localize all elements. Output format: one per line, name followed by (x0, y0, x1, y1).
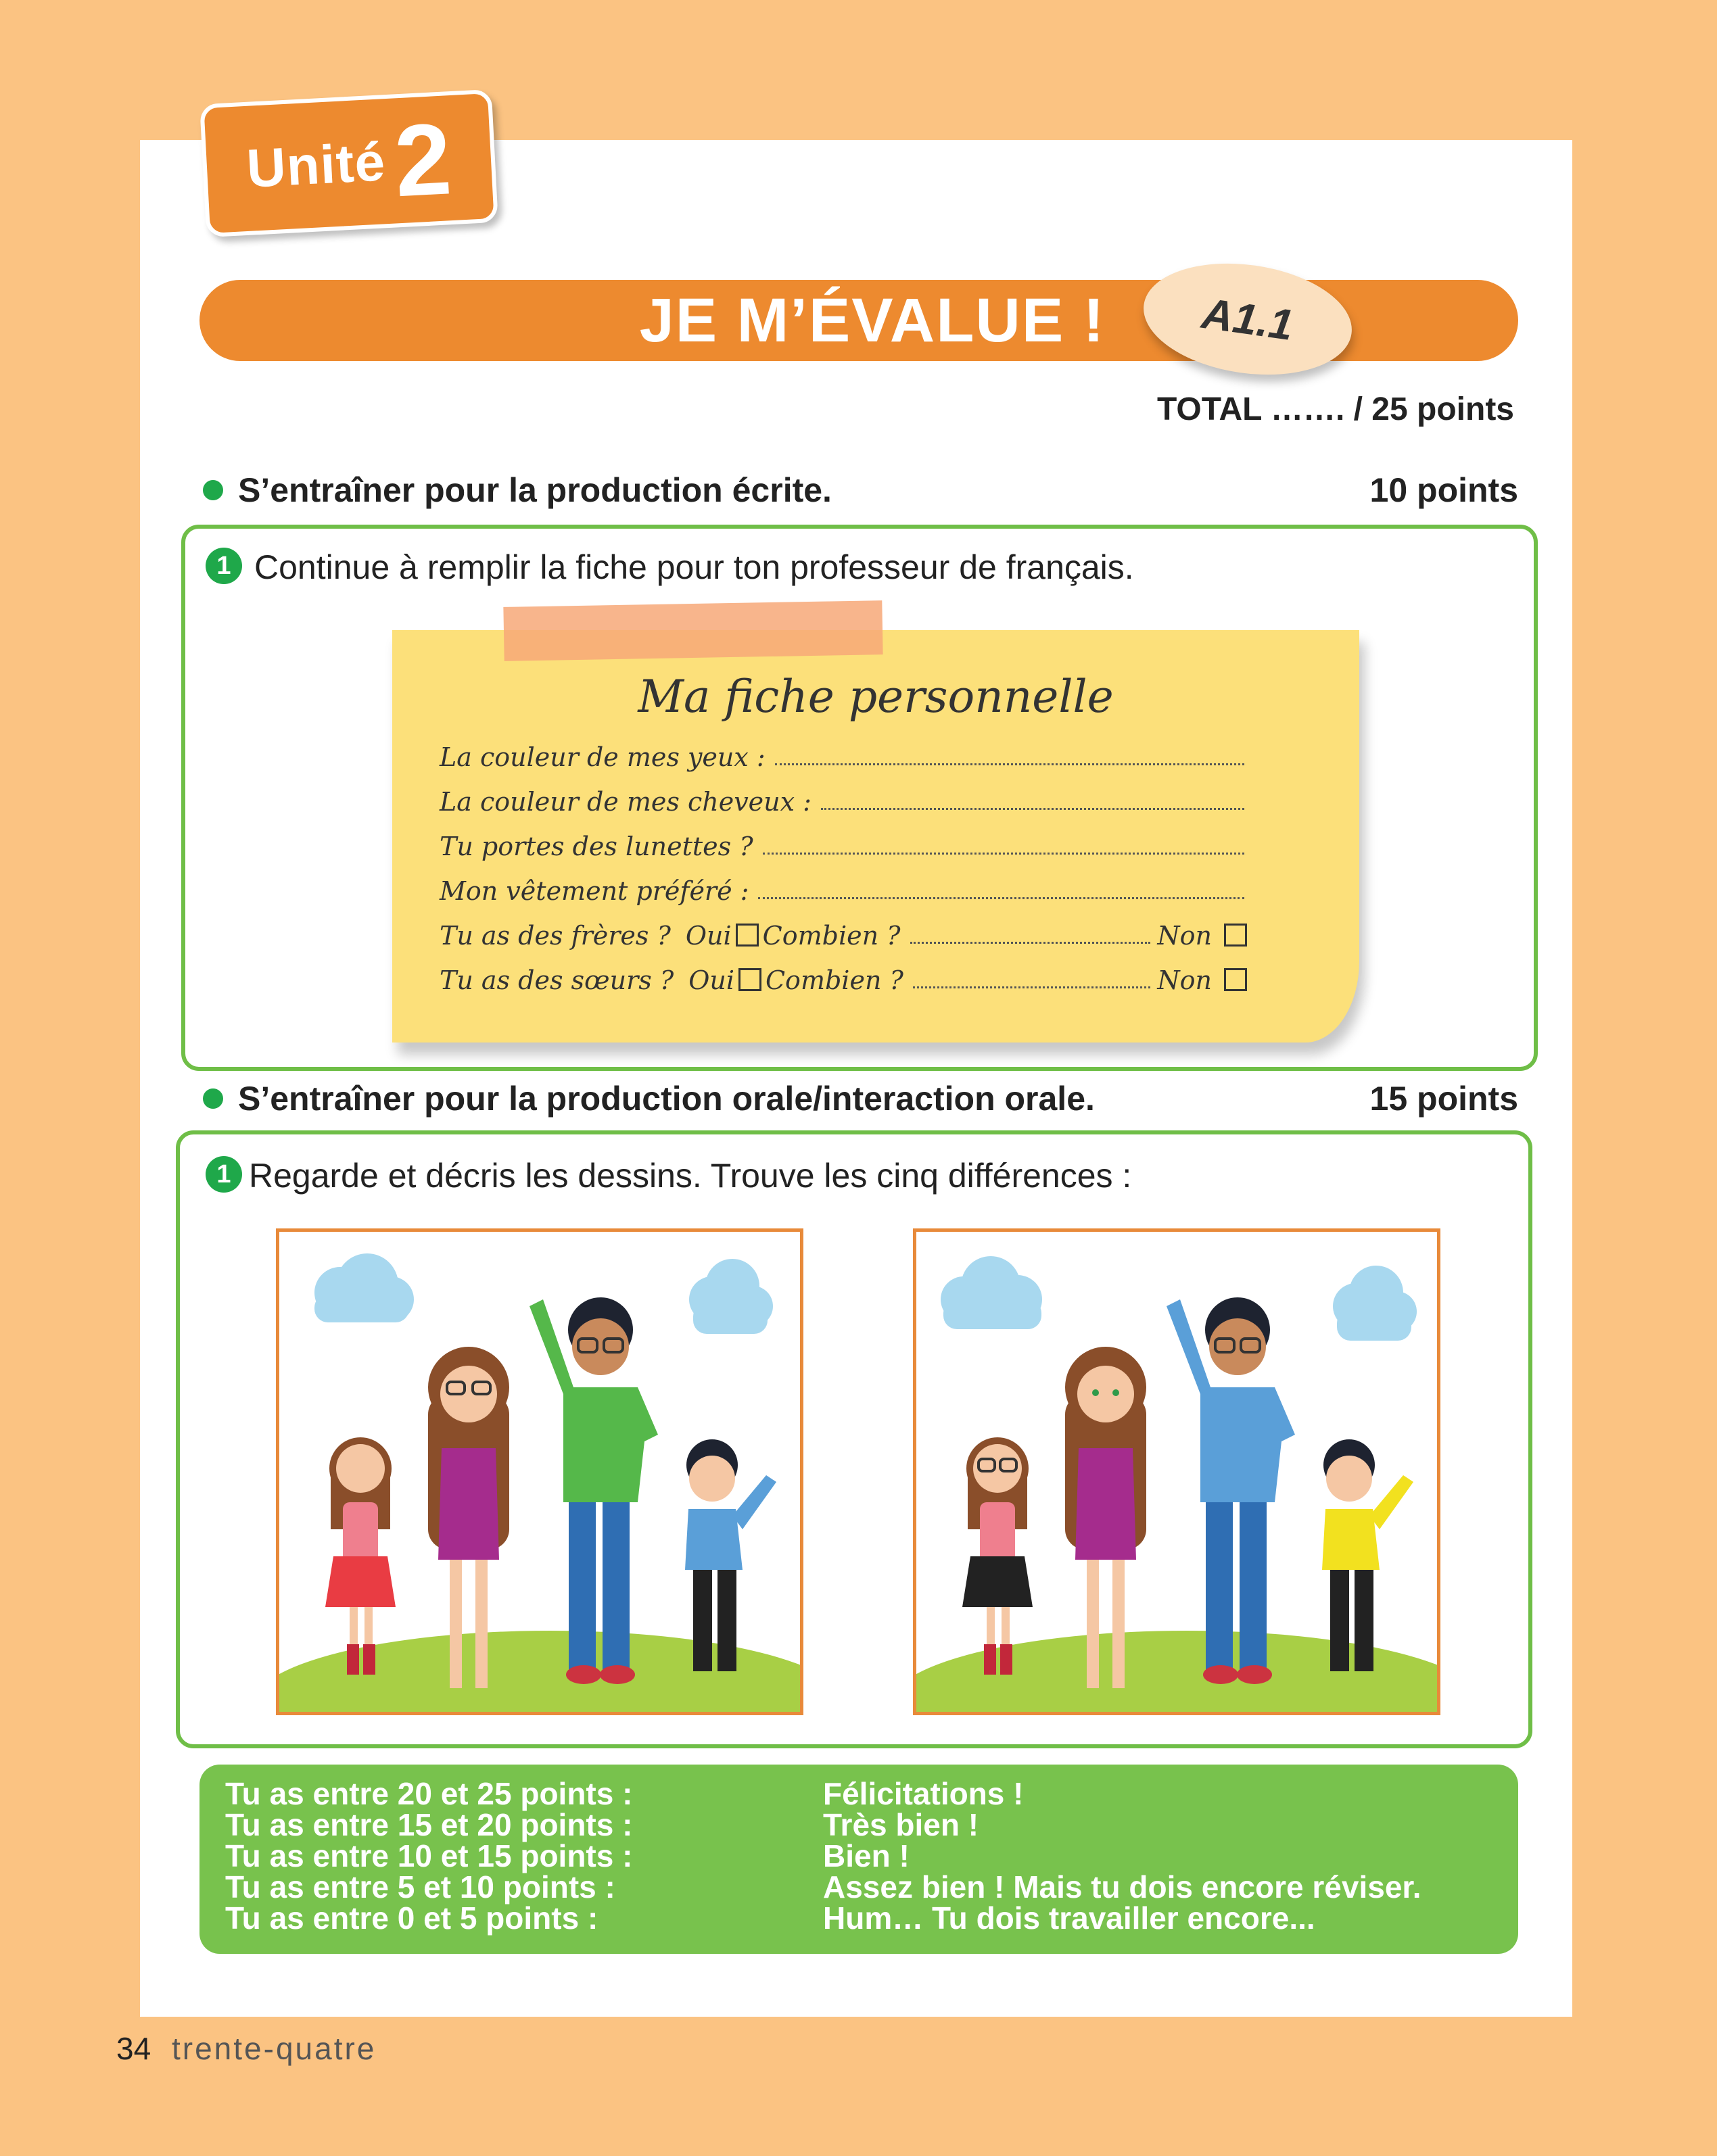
section-writing-header (203, 466, 1518, 514)
answer-field[interactable] (821, 808, 1244, 810)
yes-checkbox[interactable] (738, 968, 761, 991)
tape-strip (503, 600, 883, 661)
exercise-number: 1 (206, 1156, 242, 1193)
form-label: La couleur de mes cheveux : (440, 787, 812, 817)
form-line (440, 872, 1251, 906)
score-comment: Bien ! (823, 1838, 910, 1873)
exercise-number: 1 (206, 548, 242, 584)
score-range: Tu as entre 10 et 15 points : (225, 1838, 633, 1873)
personal-form-note (392, 630, 1359, 1043)
score-comment: Hum… Tu dois travailler encore... (823, 1900, 1315, 1936)
exercise-instruction: Continue à remplir la fiche pour ton professeur de français. (254, 548, 1134, 586)
siblings-line (440, 961, 1251, 995)
form-label: La couleur de mes yeux : (440, 742, 766, 772)
bullet-icon (203, 480, 223, 500)
no-checkbox[interactable] (1224, 968, 1247, 991)
no-label: Non (1157, 921, 1212, 951)
score-range: Tu as entre 20 et 25 points : (225, 1776, 633, 1811)
yes-label: Oui (688, 965, 734, 995)
page-number-words: trente-quatre (172, 2031, 377, 2066)
family-picture-right (913, 1228, 1440, 1715)
bullet-icon (203, 1088, 223, 1109)
answer-field[interactable] (775, 763, 1244, 765)
answer-field[interactable] (913, 986, 1151, 988)
yes-label: Oui (685, 921, 732, 951)
form-line (440, 738, 1251, 772)
unit-label: Unité (245, 130, 387, 199)
form-line (440, 828, 1251, 861)
how-many-label: Combien ? (762, 921, 901, 951)
no-label: Non (1157, 965, 1212, 995)
exercise-instruction: Regarde et décris les dessins. Trouve les cinq différences : (249, 1157, 1132, 1195)
section-points: 10 points (1369, 471, 1518, 509)
page-title: JE M’ÉVALUE ! (639, 285, 1106, 355)
yes-checkbox[interactable] (736, 924, 759, 947)
how-many-label: Combien ? (765, 965, 903, 995)
siblings-line (440, 917, 1251, 951)
score-scale-box (199, 1765, 1518, 1954)
form-label: Tu as des frères ? (440, 921, 671, 951)
section-title: S’entraîner pour la production orale/interaction orale. (238, 1080, 1095, 1118)
no-checkbox[interactable] (1224, 924, 1247, 947)
form-label: Tu as des sœurs ? (440, 965, 674, 995)
form-label: Mon vêtement préféré : (440, 876, 749, 906)
level-badge: A1.1 (1136, 251, 1359, 387)
family-picture-left (276, 1228, 803, 1715)
answer-field[interactable] (763, 853, 1244, 855)
form-label: Tu portes des lunettes ? (440, 832, 753, 861)
form-line (440, 783, 1251, 817)
total-score: TOTAL ……. / 25 points (1156, 391, 1514, 427)
unit-number: 2 (392, 101, 454, 218)
unit-tab (199, 89, 498, 237)
section-title: S’entraîner pour la production écrite. (238, 471, 832, 509)
score-range: Tu as entre 15 et 20 points : (225, 1807, 633, 1842)
score-comment: Très bien ! (823, 1807, 979, 1842)
page-number: 34 (116, 2031, 151, 2066)
answer-field[interactable] (910, 942, 1151, 944)
section-oral-header (203, 1075, 1518, 1122)
answer-field[interactable] (758, 897, 1244, 899)
score-comment: Assez bien ! Mais tu dois encore réviser. (823, 1869, 1421, 1905)
note-title: Ma fiche personnelle (638, 671, 1114, 723)
score-comment: Félicitations ! (823, 1776, 1024, 1811)
score-range: Tu as entre 0 et 5 points : (225, 1900, 598, 1936)
score-range: Tu as entre 5 et 10 points : (225, 1869, 615, 1905)
section-points: 15 points (1369, 1080, 1518, 1118)
